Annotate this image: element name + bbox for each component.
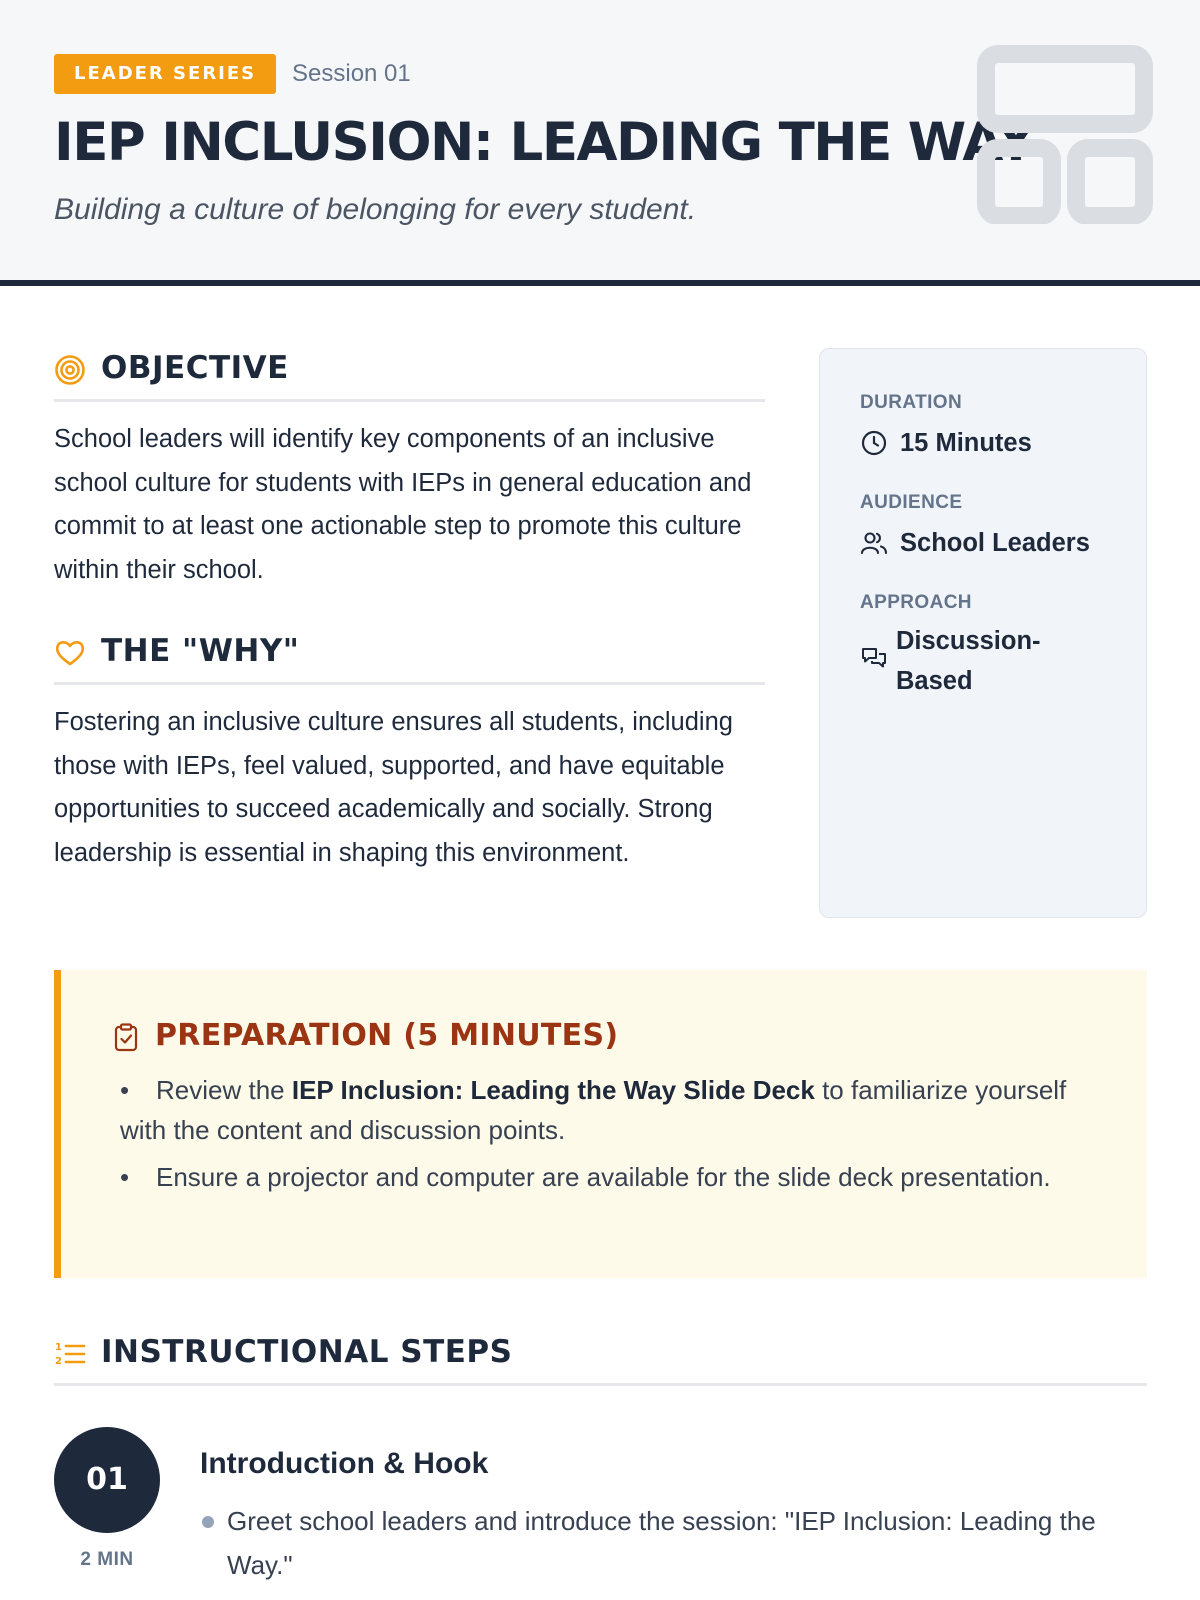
users-icon [860, 529, 888, 557]
slide-deck-name: IEP Inclusion: Leading the Way Slide Deck [291, 1075, 815, 1105]
layout-decoration-icon [976, 44, 1156, 224]
why-text: Fostering an inclusive culture ensures all students, including those with IEPs, feel valued, supported, and have equitable opportunities to succeed academically and socially. Strong leadership is essential in shaping this environment. [54, 708, 733, 867]
objective-heading [54, 340, 765, 402]
target-icon [54, 354, 86, 386]
approach-label: APPROACH [860, 592, 972, 613]
series-badge: LEADER SERIES [54, 54, 276, 94]
preparation-item: • Ensure a projector and computer are available for the slide deck presentation. [120, 1162, 1051, 1192]
preparation-heading-text: PREPARATION (5 MINUTES) [155, 1018, 619, 1053]
instructional-steps-heading [54, 1324, 1147, 1386]
session-info-card [819, 348, 1147, 918]
step-bullet-text: Greet school leaders and introduce the session: "IEP Inclusion: Leading the Way." [227, 1506, 1096, 1580]
page-subtitle: Building a culture of belonging for every student. [54, 193, 697, 226]
why-heading [54, 623, 765, 685]
clock-icon [860, 429, 888, 457]
approach-value-line2: Based [896, 667, 973, 695]
why-heading-text: THE "WHY" [101, 633, 300, 669]
duration-label: DURATION [860, 392, 963, 413]
step-duration: 2 MIN [80, 1549, 134, 1570]
approach-value-line1: Discussion- [896, 627, 1041, 655]
page-header [0, 0, 1200, 286]
clipboard-check-icon [111, 1022, 141, 1052]
objective-text: School leaders will identify key components of an inclusive school culture for students with IEPs in general education and commit to at least one actionable step to promote this culture within their school. [54, 425, 752, 584]
numbered-list-icon [54, 1338, 86, 1370]
svg-text:1: 1 [55, 1342, 62, 1353]
preparation-box [54, 970, 1147, 1278]
step-bullet-dot [202, 1516, 214, 1528]
instructional-steps-heading-text: INSTRUCTIONAL STEPS [101, 1334, 513, 1370]
page-title: IEP INCLUSION: LEADING THE WAY [54, 112, 1034, 173]
objective-heading-text: OBJECTIVE [101, 350, 289, 386]
preparation-item: • Review the IEP Inclusion: Leading the Way Slide Deck to familiarize yourself with the content and discussion points. [120, 1075, 1067, 1145]
audience-value: School Leaders [900, 529, 1090, 557]
step-title: Introduction & Hook [200, 1447, 489, 1480]
session-label: Session 01 [292, 60, 411, 87]
svg-text:2: 2 [55, 1356, 62, 1367]
audience-label: AUDIENCE [860, 492, 963, 513]
duration-value: 15 Minutes [900, 429, 1032, 457]
step-number-badge: 01 [54, 1427, 160, 1533]
chat-icon [860, 645, 888, 673]
heart-icon [54, 637, 86, 669]
